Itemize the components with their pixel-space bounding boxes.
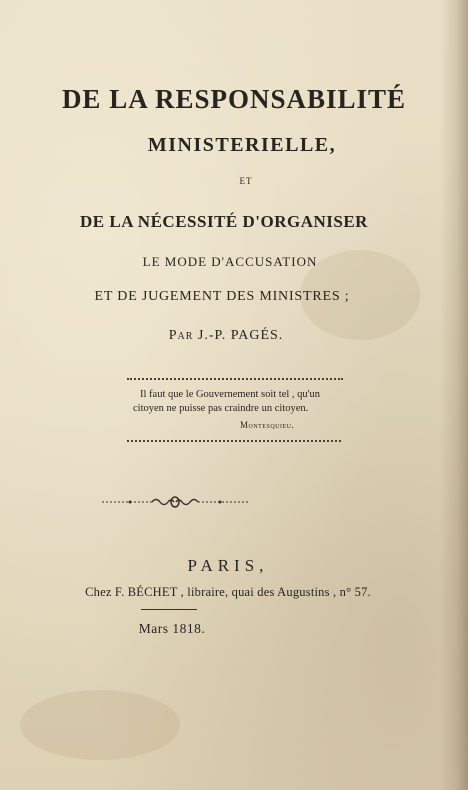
title-conjunction: ET xyxy=(239,176,253,186)
epigraph-line-2: citoyen ne puisse pas craindre un citoyen. xyxy=(133,403,309,414)
author-line: Par J.-P. PAGÉS. xyxy=(168,328,284,343)
epigraph-rule-bottom xyxy=(127,440,341,442)
imprint-date: Mars 1818. xyxy=(138,621,206,636)
title-line-5: ET DE JUGEMENT DES MINISTRES ; xyxy=(94,289,350,304)
imprint-rule xyxy=(141,609,197,610)
epigraph-line-1: Il faut que le Gouvernement soit tel , qu'un xyxy=(140,389,321,400)
title-line-2: MINISTERIELLE, xyxy=(147,134,337,156)
imprint-publisher: Chez F. BÉCHET , libraire, quai des Augustins , n° 57. xyxy=(85,585,371,599)
epigraph-attribution: Montesquieu. xyxy=(240,420,295,430)
flourish-ornament-icon xyxy=(100,494,250,510)
title-line-1: DE LA RESPONSABILITÉ xyxy=(61,84,407,114)
page-edge-shadow xyxy=(440,0,468,790)
epigraph-rule-top xyxy=(127,378,343,380)
title-line-3: DE LA NÉCESSITÉ D'ORGANISER xyxy=(80,212,368,231)
imprint-city: PARIS, xyxy=(187,556,269,575)
title-line-4: LE MODE D'ACCUSATION xyxy=(142,254,318,269)
paper-stain xyxy=(20,690,180,760)
